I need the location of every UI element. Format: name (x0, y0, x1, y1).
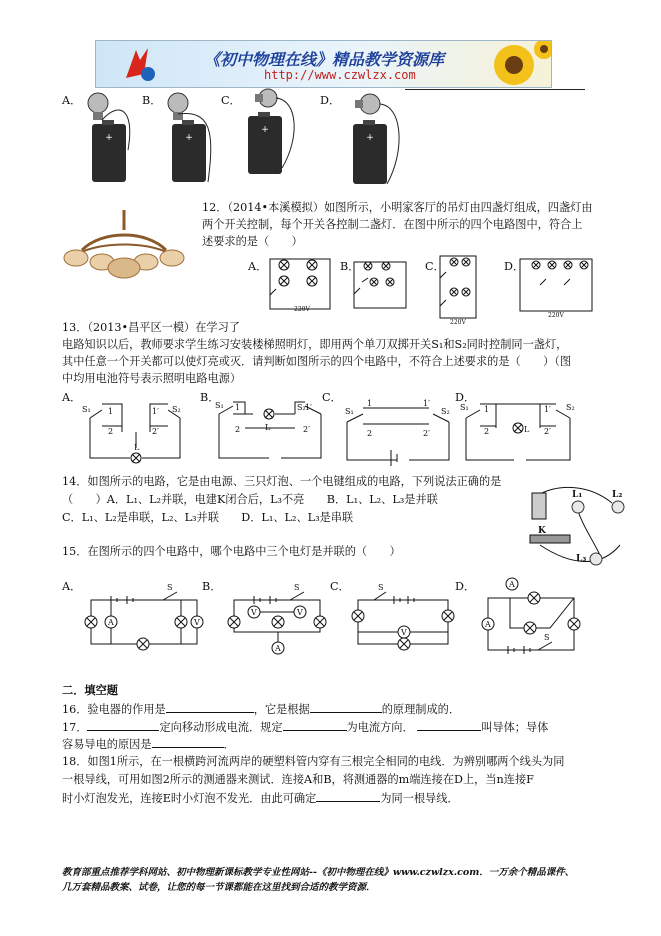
svg-text:+: + (366, 133, 374, 143)
q15-circuit-c (352, 582, 457, 652)
battery-bulb-figure-a (80, 90, 140, 190)
svg-text:S: S (167, 583, 173, 592)
svg-text:L₂: L₂ (612, 490, 623, 500)
q18-text-a: 时小灯泡发光，连接E时小灯泡不发光．由此可确定 (62, 792, 317, 805)
svg-text:A: A (509, 580, 515, 589)
q15-circuit-b (220, 582, 335, 657)
q13-option-a: A． (62, 391, 82, 404)
svg-text:1: 1 (367, 399, 373, 408)
q12-circuit-d (516, 255, 596, 320)
svg-text:1′: 1′ (423, 399, 430, 408)
svg-text:1′: 1′ (544, 405, 551, 414)
svg-text:S₂: S₂ (297, 403, 306, 412)
svg-text:S₁: S₁ (345, 407, 354, 416)
q13-line-1: 13．（2013•昌平区一模）在学习了 (62, 321, 240, 334)
svg-text:L₁: L₁ (572, 490, 583, 500)
svg-text:V: V (401, 628, 407, 637)
q14-line-1: 14．如图所示的电路，它是由电源、三只灯泡、一个电键组成的电路，下列说法正确的是 (62, 475, 502, 488)
q13-circuit-c (345, 398, 460, 468)
svg-text:A: A (275, 644, 281, 653)
q15-circuit-d (480, 578, 585, 658)
q17-line-2 (62, 735, 235, 753)
q17-blank-4[interactable] (152, 735, 224, 748)
battery-bulb-figure-c (238, 88, 308, 188)
svg-text:2′: 2′ (423, 429, 430, 438)
chandelier-image (62, 210, 187, 285)
header-banner (95, 40, 552, 88)
q12-option-b: B． (340, 260, 360, 273)
q17-blank-3[interactable] (417, 718, 481, 731)
q15-option-d: D． (455, 580, 476, 593)
q18-line-2: 一根导线，可用如图2所示的测通器来测试．连接A和B，将测通器的m端连接在D上，当n连接F (62, 773, 534, 786)
q17-blank-1[interactable] (87, 718, 159, 731)
svg-text:S₂: S₂ (441, 407, 450, 416)
q13-option-b: B． (200, 391, 220, 404)
q18-line-3 (62, 789, 459, 807)
q12-option-a: A． (248, 260, 268, 273)
q17-text-b: 定向移动形成电流．规定 (159, 721, 283, 734)
svg-text:S: S (378, 583, 384, 592)
q15-option-a: A． (62, 580, 82, 593)
q15-option-c: C． (330, 580, 350, 593)
q17-text-d: 叫导体；导体 (481, 721, 549, 734)
svg-text:A: A (485, 620, 491, 629)
battery-bulb-figure-d (345, 92, 415, 192)
svg-text:S₁: S₁ (215, 401, 224, 410)
battery-bulb-figure-b (160, 90, 220, 190)
q16-text-c: 的原理制成的． (381, 703, 461, 716)
svg-text:S₂: S₂ (566, 403, 575, 412)
svg-text:1: 1 (484, 405, 490, 414)
q17-blank-2[interactable] (283, 718, 347, 731)
footer-line-2: 几万套精品教案、试卷，让您的每一节课都能在这里找到合适的教学资源． (62, 882, 376, 893)
q13-option-d: D． (455, 391, 476, 404)
q12-circuit-a-voltage: 220V (294, 306, 310, 313)
q12-circuit-c-voltage: 220V (450, 319, 466, 326)
svg-text:L: L (134, 443, 140, 452)
sunflower-icon (474, 41, 552, 87)
q14-line-2: （ ）A．L₁、L₂并联，电建K闭合后，L₃不亮 B．L₁、L₂、L₃是并联 (62, 493, 438, 506)
svg-text:S: S (294, 583, 300, 592)
svg-text:2: 2 (367, 429, 373, 438)
svg-text:V: V (251, 608, 257, 617)
q13-line-2: 电路知识以后，教师要求学生练习安装楼梯照明灯，即用两个单刀双掷开关S₁和S₂同时控制同一盏灯， (62, 338, 568, 351)
q15-circuit-a (85, 582, 210, 652)
svg-text:2: 2 (235, 425, 241, 434)
svg-text:+: + (185, 133, 193, 143)
q12-circuit-d-voltage: 220V (548, 312, 564, 319)
q11-option-b: B． (142, 94, 162, 107)
q12-circuit-c (434, 252, 494, 327)
q17-text-c: 为电流方向． (346, 721, 414, 734)
q17-line-1 (62, 718, 548, 736)
q16-blank-2[interactable] (310, 700, 382, 713)
svg-text:+: + (261, 125, 269, 135)
section-title: 二．填空题 (62, 683, 118, 697)
q12-circuit-b (352, 258, 412, 318)
q16-text-b: ，它是根据 (253, 703, 310, 716)
svg-text:2′: 2′ (544, 427, 551, 436)
q13-line-3: 其中任意一个开关都可以使灯亮或灭．请判断如图所示的四个电路中，不符合上述要求的是（ ）（图 (62, 355, 572, 368)
q12-line-3: 述要求的是（ ） (202, 235, 303, 248)
q11-option-d: D． (320, 94, 341, 107)
q17-text-e: 容易导电的原因是 (62, 738, 152, 751)
svg-text:L₃: L₃ (576, 554, 587, 564)
q13-line-4: 中均用电池符号表示照明电路电源） (62, 372, 242, 385)
svg-text:L: L (524, 425, 530, 434)
q13-circuit-d (460, 398, 585, 468)
svg-text:S₁: S₁ (82, 405, 91, 414)
svg-text:1′: 1′ (305, 403, 312, 412)
q11-option-c: C． (221, 94, 241, 107)
svg-text:2: 2 (484, 427, 490, 436)
q18-text-b: 为同一根导线． (380, 792, 459, 805)
svg-text:2: 2 (108, 427, 114, 436)
q13-circuit-b (215, 398, 330, 468)
q12-option-d: D． (504, 260, 525, 273)
footer-line-1: 教育部重点推荐学科网站、初中物理新课标教学专业性网站--《初中物理在线》www.czwlzx.com．一万余个精品课件、 (62, 867, 575, 878)
banner-url: http://www.czwlzx.com (264, 68, 416, 82)
svg-text:S₁: S₁ (460, 403, 469, 412)
q11-option-a: A． (62, 94, 82, 107)
svg-text:1: 1 (108, 407, 114, 416)
logo-icon (118, 44, 158, 84)
svg-text:K: K (538, 526, 546, 536)
q16-blank-1[interactable] (166, 700, 254, 713)
svg-text:L: L (265, 423, 271, 432)
q17-text-a: 17． (62, 721, 88, 734)
q14-circuit-figure (520, 485, 635, 575)
q18-line-1: 18．如图1所示，在一根横跨河流两岸的硬塑料管内穿有三根完全相同的电线．为辨别哪两个线头为同 (62, 755, 565, 768)
q18-blank-1[interactable] (316, 789, 380, 802)
header-rule (405, 89, 585, 90)
q12-line-2: 两个开关控制，每个开关各控制二盏灯．在图中所示的四个电路图中，符合上 (202, 218, 583, 231)
q13-option-c: C． (322, 391, 342, 404)
svg-text:V: V (194, 618, 200, 627)
q14-line-3: C．L₁、L₂是串联，L₂、L₃并联 D．L₁、L₂、L₃是串联 (62, 511, 354, 524)
q16-line (62, 700, 460, 718)
svg-text:V: V (297, 608, 303, 617)
svg-text:+: + (105, 133, 113, 143)
svg-text:A: A (108, 618, 114, 627)
svg-text:1′: 1′ (152, 407, 159, 416)
q17-text-f: ． (223, 738, 235, 751)
q13-circuit-a (80, 398, 195, 468)
q12-option-c: C． (425, 260, 445, 273)
q12-circuit-a (268, 255, 338, 315)
q12-line-1: 12．（2014•本溪模拟）如图所示，小明家客厅的吊灯由四盏灯组成，四盏灯由 (202, 201, 593, 214)
q15-line-1: 15．在图所示的四个电路中，哪个电路中三个电灯是并联的（ ） (62, 545, 401, 558)
svg-text:2′: 2′ (303, 425, 310, 434)
q16-text-a: 16．验电器的作用是 (62, 703, 166, 716)
q15-option-b: B． (202, 580, 222, 593)
svg-text:1: 1 (235, 403, 241, 412)
banner-title: 《初中物理在线》精品教学资源库 (204, 50, 445, 69)
svg-text:S: S (544, 633, 550, 642)
svg-text:2′: 2′ (152, 427, 159, 436)
svg-text:S₂: S₂ (172, 405, 181, 414)
